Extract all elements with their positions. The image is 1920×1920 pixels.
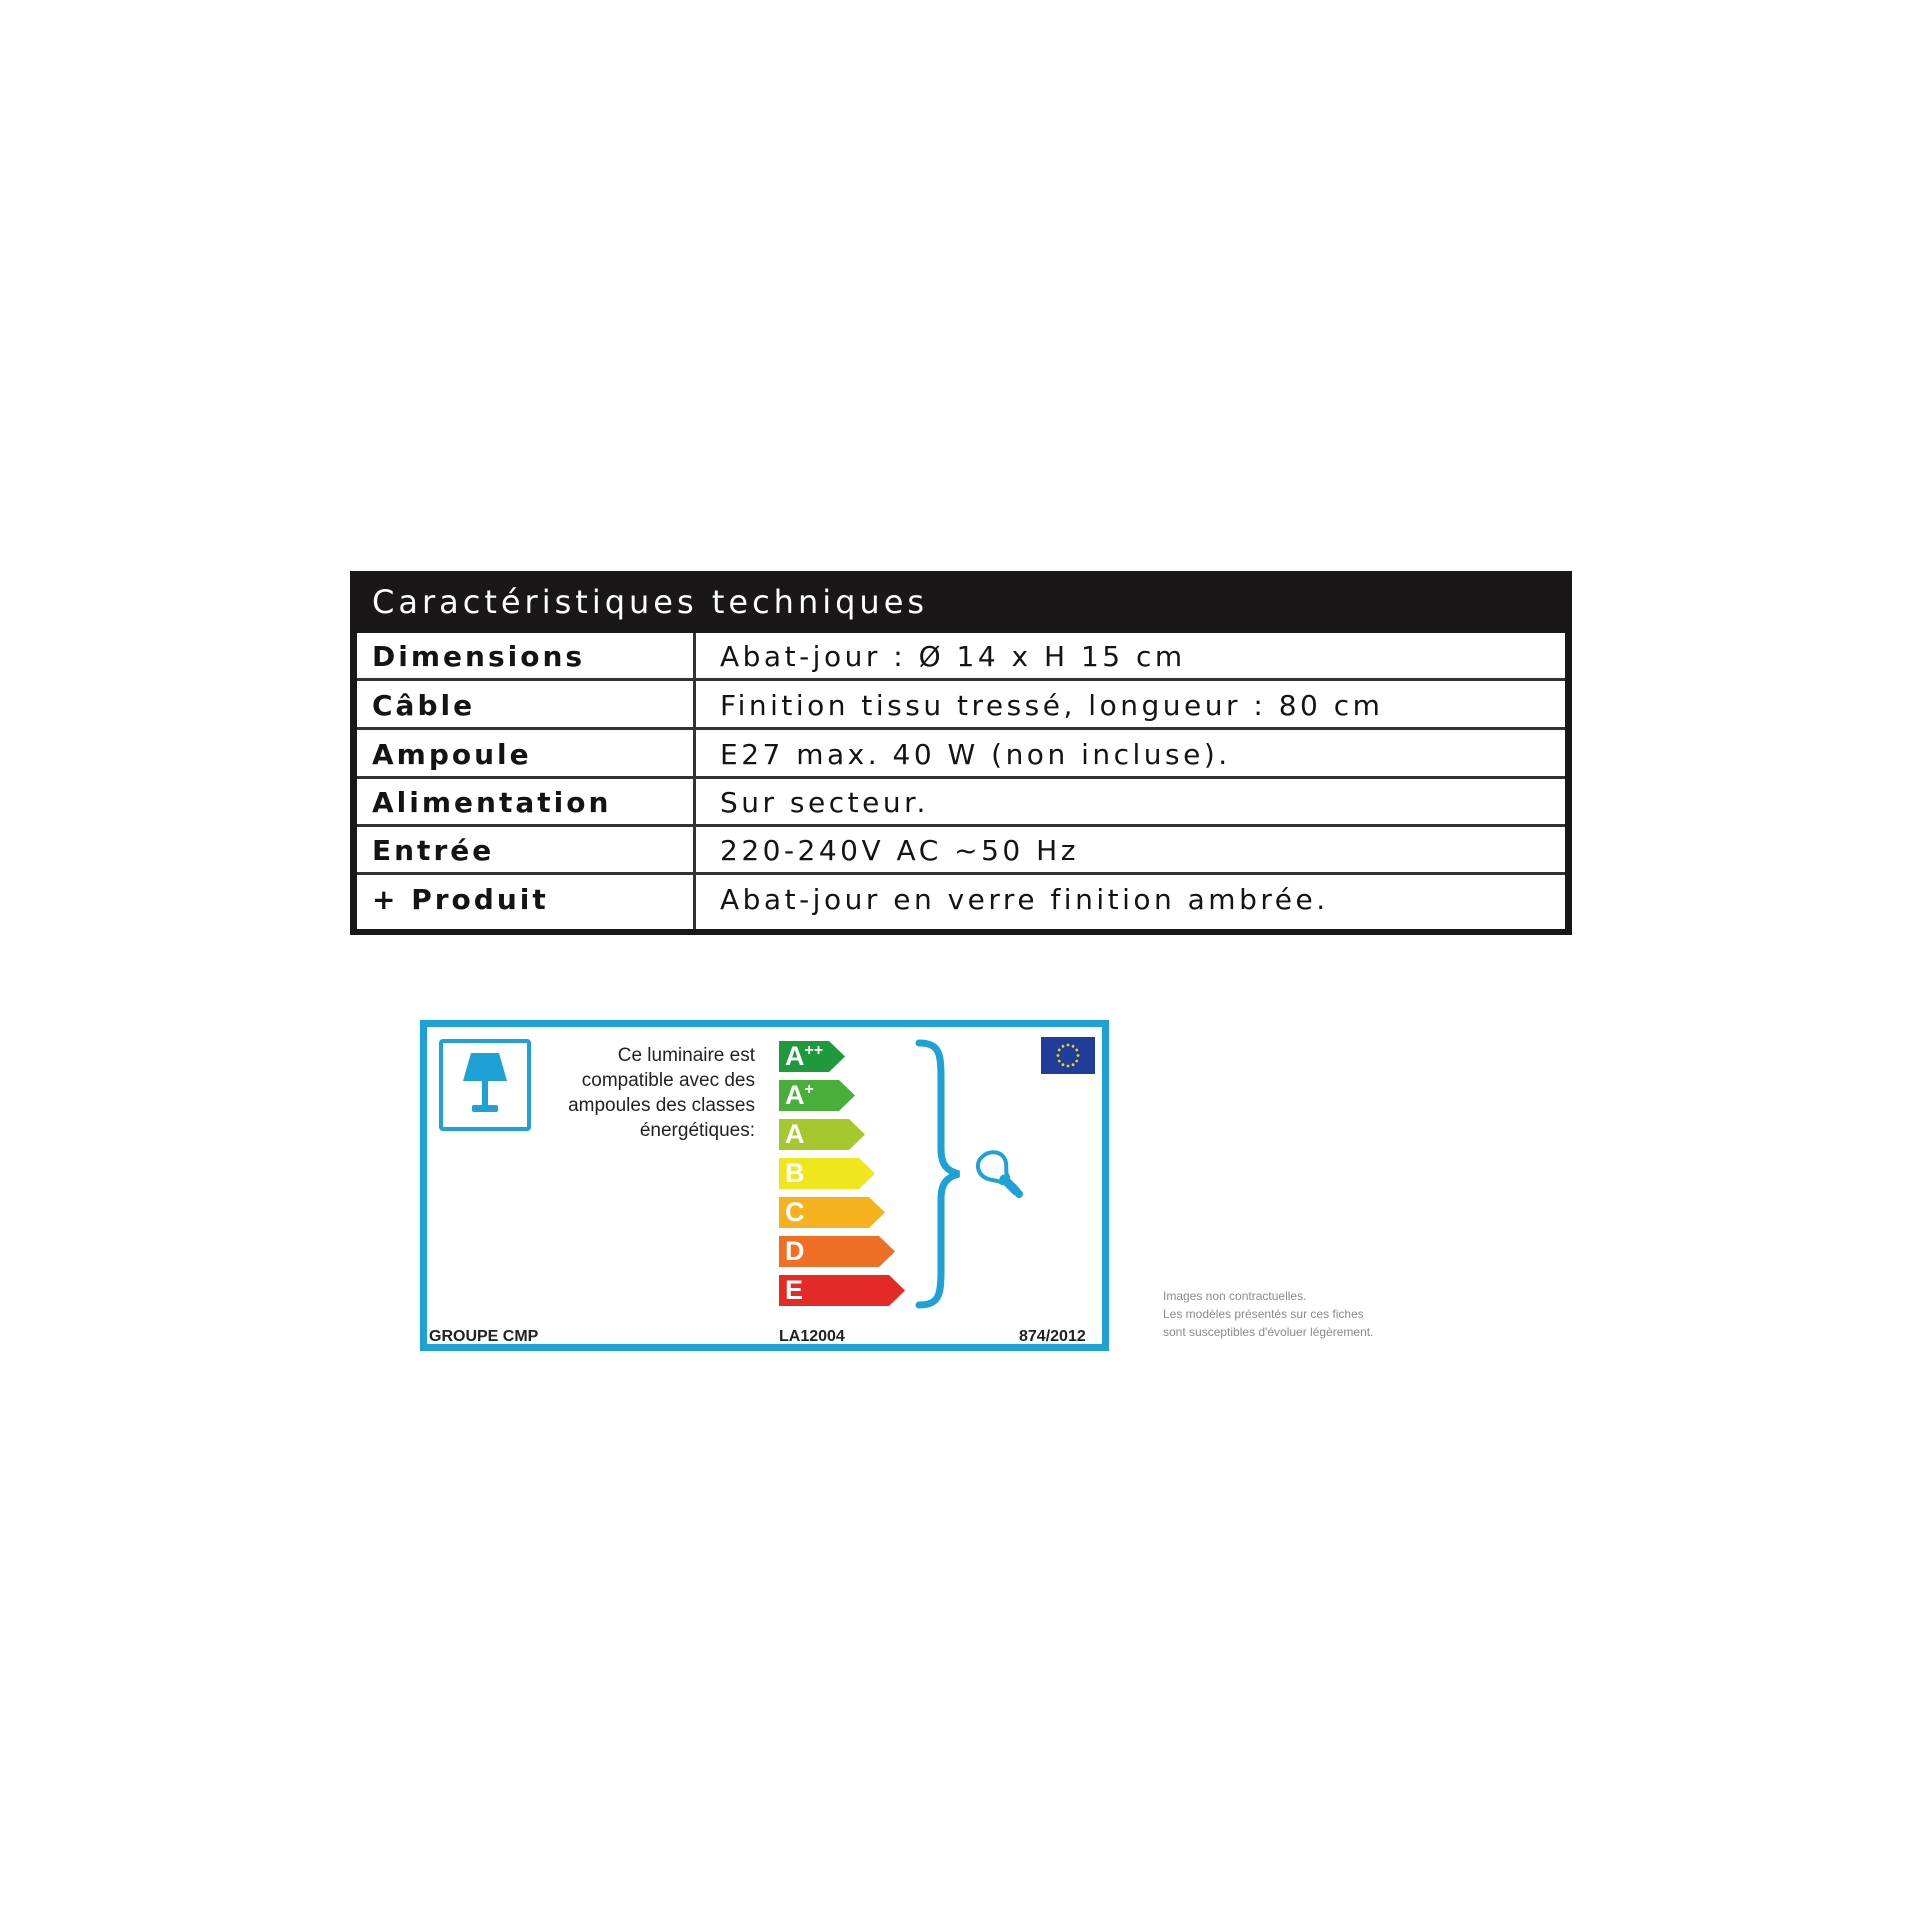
- spec-row-ampoule: [357, 731, 1565, 779]
- disclaimer-line: Images non contractuelles.: [1163, 1289, 1307, 1303]
- spec-label: Alimentation: [372, 786, 612, 819]
- energy-class-letter: C: [785, 1197, 805, 1227]
- energy-class-bar: [779, 1041, 845, 1072]
- compat-line: ampoules des classes: [568, 1095, 755, 1116]
- compatibility-text: [547, 1043, 755, 1143]
- energy-class-letter: E: [785, 1275, 804, 1305]
- spec-value: E27 max. 40 W (non incluse).: [720, 738, 1231, 771]
- spec-label: Dimensions: [372, 640, 586, 673]
- spec-row-entree: [357, 827, 1565, 875]
- energy-label: [420, 1020, 1109, 1351]
- compat-line: Ce luminaire est: [617, 1045, 755, 1066]
- spec-row-alimentation: [357, 779, 1565, 827]
- disclaimer-line: sont susceptibles d'évoluer légèrement.: [1163, 1325, 1374, 1339]
- light-bulb-icon: [972, 1147, 1032, 1202]
- spec-table-body: [357, 633, 1565, 929]
- energy-class-bar: [779, 1197, 885, 1228]
- spec-value: Sur secteur.: [720, 786, 929, 819]
- spec-row-dimensions: [357, 633, 1565, 681]
- brand-name: GROUPE CMP: [429, 1328, 539, 1345]
- energy-class-bar: [779, 1119, 865, 1150]
- compat-line: énergétiques:: [639, 1120, 755, 1141]
- disclaimer: [1163, 1287, 1443, 1341]
- spec-value: Finition tissu tressé, longueur : 80 cm: [720, 689, 1384, 722]
- energy-class-bar: [779, 1236, 895, 1267]
- energy-class-bar: [779, 1158, 875, 1189]
- energy-class-suffix: ++: [804, 1042, 824, 1059]
- spec-value: 220-240V AC ~50 Hz: [720, 834, 1079, 867]
- compat-line: compatible avec des: [581, 1070, 755, 1091]
- energy-class-suffix: +: [804, 1081, 814, 1098]
- energy-class-letter: A: [785, 1119, 805, 1149]
- spec-label: Entrée: [372, 834, 495, 867]
- spec-value: Abat-jour : Ø 14 x H 15 cm: [720, 640, 1186, 673]
- disclaimer-line: Les modèles présentés sur ces fiches: [1163, 1307, 1364, 1321]
- eu-flag-icon: [1041, 1037, 1095, 1074]
- energy-class-bar: [779, 1275, 905, 1306]
- regulation-number: 874/2012: [1019, 1328, 1086, 1345]
- table-lamp-icon: [439, 1039, 531, 1131]
- spec-row-produit: [357, 876, 1565, 924]
- spec-label: Câble: [372, 689, 476, 722]
- energy-class-letter: A: [785, 1080, 805, 1110]
- energy-class-letter: B: [785, 1158, 805, 1188]
- spec-label: Ampoule: [372, 738, 532, 771]
- spec-table-title: Caractéristiques techniques: [372, 583, 929, 621]
- model-number: LA12004: [779, 1328, 845, 1345]
- energy-class-bar: [779, 1080, 855, 1111]
- spec-row-cable: [357, 682, 1565, 730]
- spec-value: Abat-jour en verre finition ambrée.: [720, 883, 1329, 916]
- energy-class-letter: A: [785, 1041, 805, 1071]
- spec-table: [350, 571, 1572, 935]
- spec-label: + Produit: [372, 883, 549, 916]
- curly-brace-icon: [915, 1037, 965, 1312]
- energy-class-scale: [779, 1041, 919, 1321]
- energy-class-letter: D: [785, 1236, 805, 1266]
